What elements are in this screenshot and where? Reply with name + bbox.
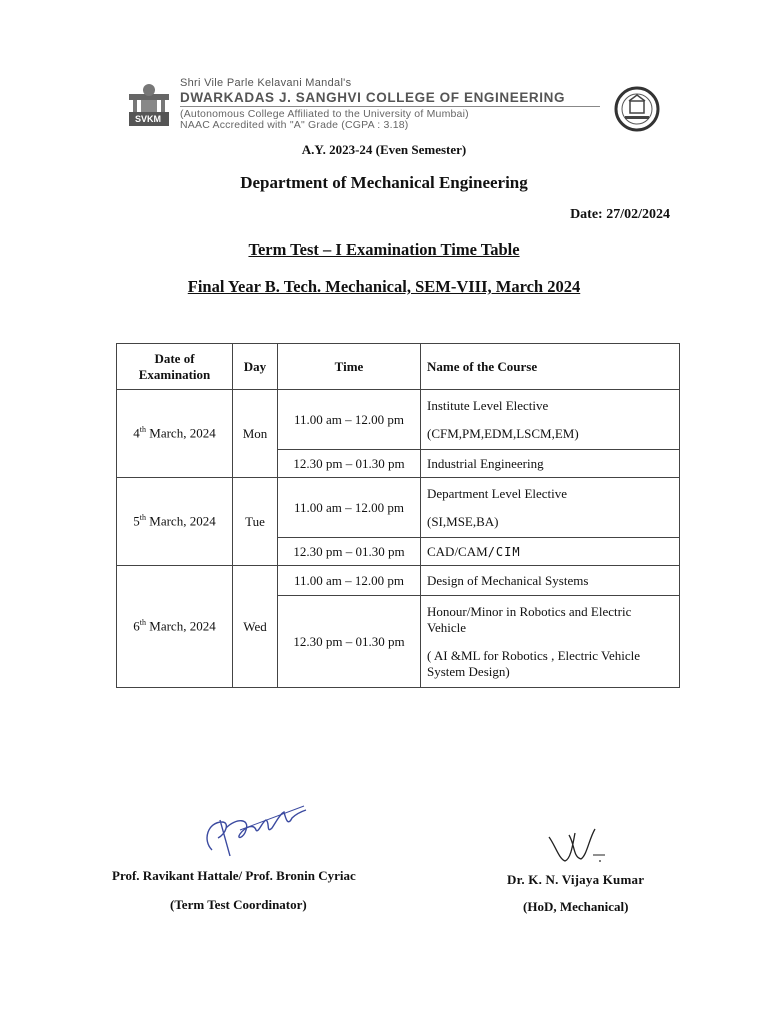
exam-time: 11.00 am – 12.00 pm [278,390,421,450]
college-header [180,78,610,131]
signature-left-icon [200,800,310,869]
exam-date: 5th March, 2024 [117,478,233,566]
logo-text: SVKM [135,114,162,124]
header-day: Day [233,344,278,390]
table-row [117,566,680,596]
exam-time: 12.30 pm – 01.30 pm [278,596,421,688]
course-name: Industrial Engineering [421,450,680,478]
table-row [117,390,680,450]
right-signatory-name: Dr. K. N. Vijaya Kumar [507,872,645,887]
signature-right-icon [545,825,615,875]
department-title: Department of Mechanical Engineering [240,173,528,192]
college-emblem-icon [613,86,661,132]
header-date: Date of Examination [117,344,233,390]
academic-year: A.Y. 2023-24 (Even Semester) [301,142,467,157]
header-course: Name of the Course [421,344,680,390]
document-subtitle: Final Year B. Tech. Mechanical, SEM-VIII, March 2024 [187,277,581,296]
table-row [117,478,680,538]
exam-date: 6th March, 2024 [117,566,233,688]
exam-time: 11.00 am – 12.00 pm [278,566,421,596]
course-name: Institute Level Elective (CFM,PM,EDM,LSCM,EM) [421,390,680,450]
exam-time: 11.00 am – 12.00 pm [278,478,421,538]
document-date: Date: 27/02/2024 [570,207,670,222]
header-line1: Shri Vile Parle Kelavani Mandal's [180,77,352,89]
timetable [116,343,680,688]
course-name: Design of Mechanical Systems [421,566,680,596]
course-name: CAD/CAM/CIM [421,538,680,566]
handwritten-annotation: /CIM [487,544,521,559]
svkm-logo [127,82,171,128]
right-signatory-role: (HoD, Mechanical) [523,899,629,914]
college-name: DWARKADAS J. SANGHVI COLLEGE OF ENGINEERING [180,91,600,107]
course-name: Department Level Elective (SI,MSE,BA) [421,478,680,538]
left-signatory-name: Prof. Ravikant Hattale/ Prof. Bronin Cyriac [112,868,356,883]
left-signatory-role: (Term Test Coordinator) [170,897,307,912]
table-header-row [117,344,680,390]
exam-date: 4th March, 2024 [117,390,233,478]
header-line4: NAAC Accredited with "A" Grade (CGPA : 3.18) [180,119,409,131]
course-name: Honour/Minor in Robotics and Electric Vehicle ( AI &ML for Robotics , Electric Vehicle System Design) [421,596,680,688]
exam-time: 12.30 pm – 01.30 pm [278,450,421,478]
exam-day: Mon [233,390,278,478]
exam-time: 12.30 pm – 01.30 pm [278,538,421,566]
exam-day: Wed [233,566,278,688]
exam-day: Tue [233,478,278,566]
header-time: Time [278,344,421,390]
header-line3: (Autonomous College Affiliated to the University of Mumbai) [180,107,469,120]
document-title: Term Test – I Examination Time Table [248,240,520,259]
